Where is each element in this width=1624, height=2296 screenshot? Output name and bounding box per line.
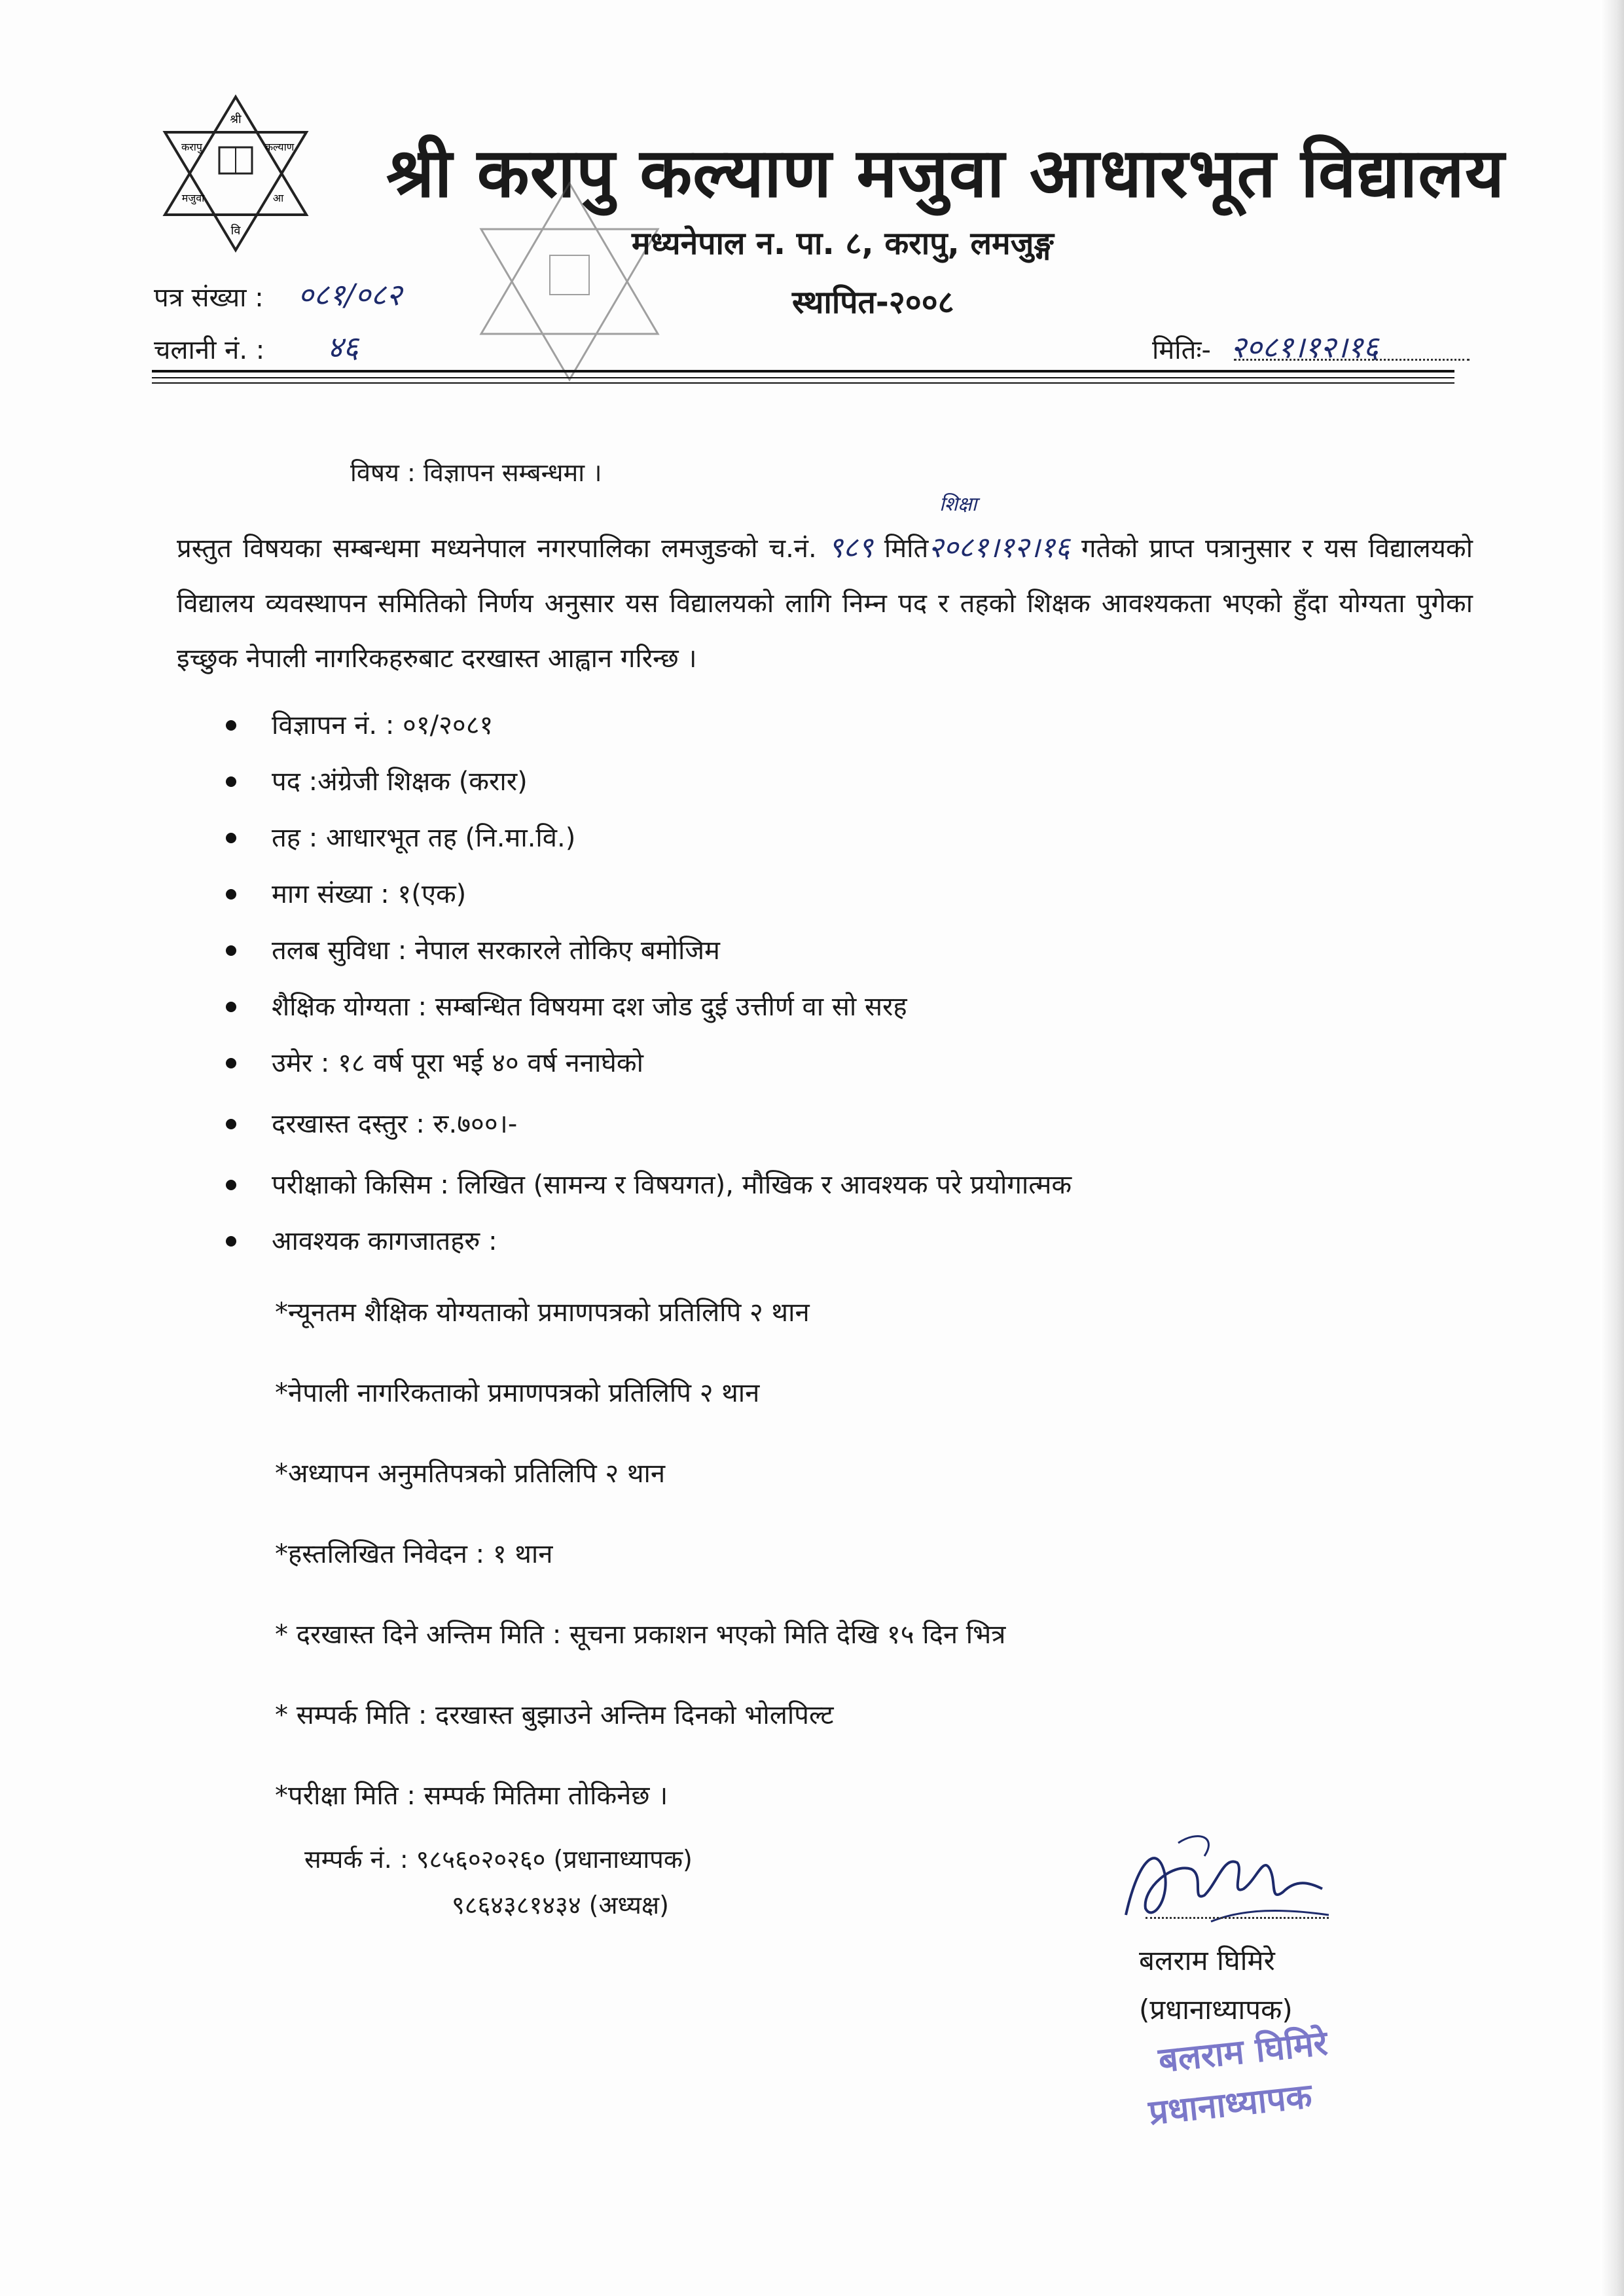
logo-text-left: करापु (181, 141, 203, 153)
list-item: *नेपाली नागरिकताको प्रमाणपत्रको प्रतिलिपि २ थान (275, 1378, 760, 1408)
scan-edge (1600, 0, 1624, 2296)
dispatch-number-label: चलानी नं. : (154, 335, 265, 365)
list-item: *परीक्षा मिति : सम्पर्क मितिमा तोकिनेछ । (275, 1781, 668, 1811)
list-item (226, 697, 1072, 754)
list-item (226, 754, 1072, 810)
letter-number-label: पत्र संख्या : (154, 283, 264, 313)
signature-dotted-line (1146, 1917, 1329, 1919)
list-item: *न्यूनतम शैक्षिक योग्यताको प्रमाणपत्रको प्रतिलिपि २ थान (275, 1298, 810, 1328)
logo-text-middle-2: आ (272, 192, 284, 204)
list-item: *हस्तलिखित निवेदन : १ थान (275, 1539, 553, 1569)
list-item (226, 922, 1072, 979)
required-documents-list (275, 1286, 1005, 1850)
header-divider (152, 382, 1454, 384)
bullet-icon (226, 945, 236, 956)
logo-text-middle-1: मजुवा (181, 192, 205, 204)
logo-text-top: श्री (230, 113, 242, 126)
date-label: मितिः- (1152, 335, 1211, 365)
detail-text: उमेर : १८ वर्ष पूरा भई ४० वर्ष ननाघेको (272, 1048, 643, 1078)
office-stamp-icon (471, 177, 668, 386)
school-name: श्री करापु कल्याण मजुवा आधारभूत विद्यालय (386, 133, 1506, 213)
paragraph-text: प्रस्तुत विषयका सम्बन्धमा मध्यनेपाल नगरपालिका लमजुङको च.नं. (177, 534, 817, 564)
signatory-title: (प्रधानाध्यापक) (1139, 1994, 1293, 2026)
bullet-icon (226, 833, 236, 843)
signatory-name: बलराम घिमिरे (1139, 1944, 1275, 1977)
header-divider (152, 377, 1454, 378)
letter-paragraph (177, 520, 1473, 686)
bullet-icon (226, 889, 236, 900)
logo-text-right: कल्याण (264, 141, 295, 153)
handwritten-date: २०८१।१२।१६ (928, 531, 1070, 564)
detail-text: तलब सुविधा : नेपाल सरकारले तोकिए बमोजिम (272, 936, 720, 966)
paragraph-text: गतेको प्राप्त पत्रानुसार र यस विद्यालयको विद्यालय व्यवस्थापन समितिको निर्णय अनुसार यस विद्यालयको लागि निम्न पद र तहको शिक्षक आवश्यकता भएको हुँदा योग्यता पुगेका इच्छुक नेपाली नागरिकहरुबाट दरखास्त आह्वान गरिन्छ । (177, 534, 1473, 674)
school-logo-icon (154, 92, 317, 255)
list-item (226, 1035, 1072, 1091)
detail-text: दरखास्त दस्तुर : रु.७००।- (272, 1109, 518, 1139)
established-year: स्थापित-२००८ (792, 284, 954, 321)
date-value: २०८१।१२।१६ (1231, 329, 1379, 365)
bullet-icon (226, 1236, 236, 1247)
list-item (226, 1157, 1072, 1213)
contact-line: सम्पर्क नं. : ९८५६०२०२६० (प्रधानाध्यापक) (304, 1845, 693, 1874)
contact-line: ९८६४३८१४३४ (अध्यक्ष) (452, 1891, 669, 1920)
list-item (226, 810, 1072, 866)
list-item: * सम्पर्क मिति : दरखास्त बुझाउने अन्तिम दिनको भोलपिल्ट (275, 1700, 834, 1730)
title-stamp: प्रधानाध्यापक (1147, 2077, 1314, 2133)
bullet-icon (226, 776, 236, 787)
detail-text: तह : आधारभूत तह (नि.मा.वि.) (272, 823, 576, 853)
bullet-icon (226, 1180, 236, 1190)
name-stamp: बलराम घिमिरे (1157, 2024, 1329, 2081)
list-item (226, 866, 1072, 922)
signature-icon (1113, 1817, 1348, 1948)
school-address: मध्यनेपाल न. पा. ८, करापु, लमजुङ्ग (632, 225, 1054, 262)
list-item: *अध्यापन अनुमतिपत्रको प्रतिलिपि २ थान (275, 1459, 666, 1489)
header-divider (152, 370, 1454, 373)
bullet-icon (226, 1058, 236, 1068)
list-item (226, 1213, 1072, 1269)
bullet-icon (226, 1002, 236, 1012)
logo-text-bottom: वि (230, 224, 241, 238)
date-dotted-line (1234, 359, 1470, 361)
list-item: * दरखास्त दिने अन्तिम मिति : सूचना प्रकाशन भएको मिति देखि १५ दिन भित्र (275, 1620, 1006, 1650)
subject-line: विषय : विज्ञापन सम्बन्धमा । (350, 458, 602, 487)
detail-text: विज्ञापन नं. : ०१/२०८१ (272, 710, 494, 740)
bullet-icon (226, 720, 236, 731)
bullet-icon (226, 1119, 236, 1129)
letter-number-value: ०८१/०८२ (298, 277, 403, 312)
detail-text: माग संख्या : १(एक) (272, 879, 467, 909)
detail-text: आवश्यक कागजातहरु : (272, 1226, 497, 1256)
contact-block (304, 1836, 693, 1928)
detail-text: पद :अंग्रेजी शिक्षक (करार) (272, 767, 528, 797)
detail-text: परीक्षाको किसिम : लिखित (सामन्य र विषयगत), मौखिक र आवश्यक परे प्रयोगात्मक (272, 1170, 1072, 1200)
paragraph-text: मिति (884, 534, 929, 564)
handwritten-ref-number: ९८९ (827, 531, 873, 564)
handwritten-note: शिक्षा (939, 493, 977, 516)
list-item (226, 1091, 1072, 1157)
list-item (226, 979, 1072, 1035)
detail-text: शैक्षिक योग्यता : सम्बन्धित विषयमा दश जोड दुई उत्तीर्ण वा सो सरह (272, 992, 907, 1022)
dispatch-number-value: ४६ (327, 329, 359, 365)
details-list (226, 697, 1072, 1269)
